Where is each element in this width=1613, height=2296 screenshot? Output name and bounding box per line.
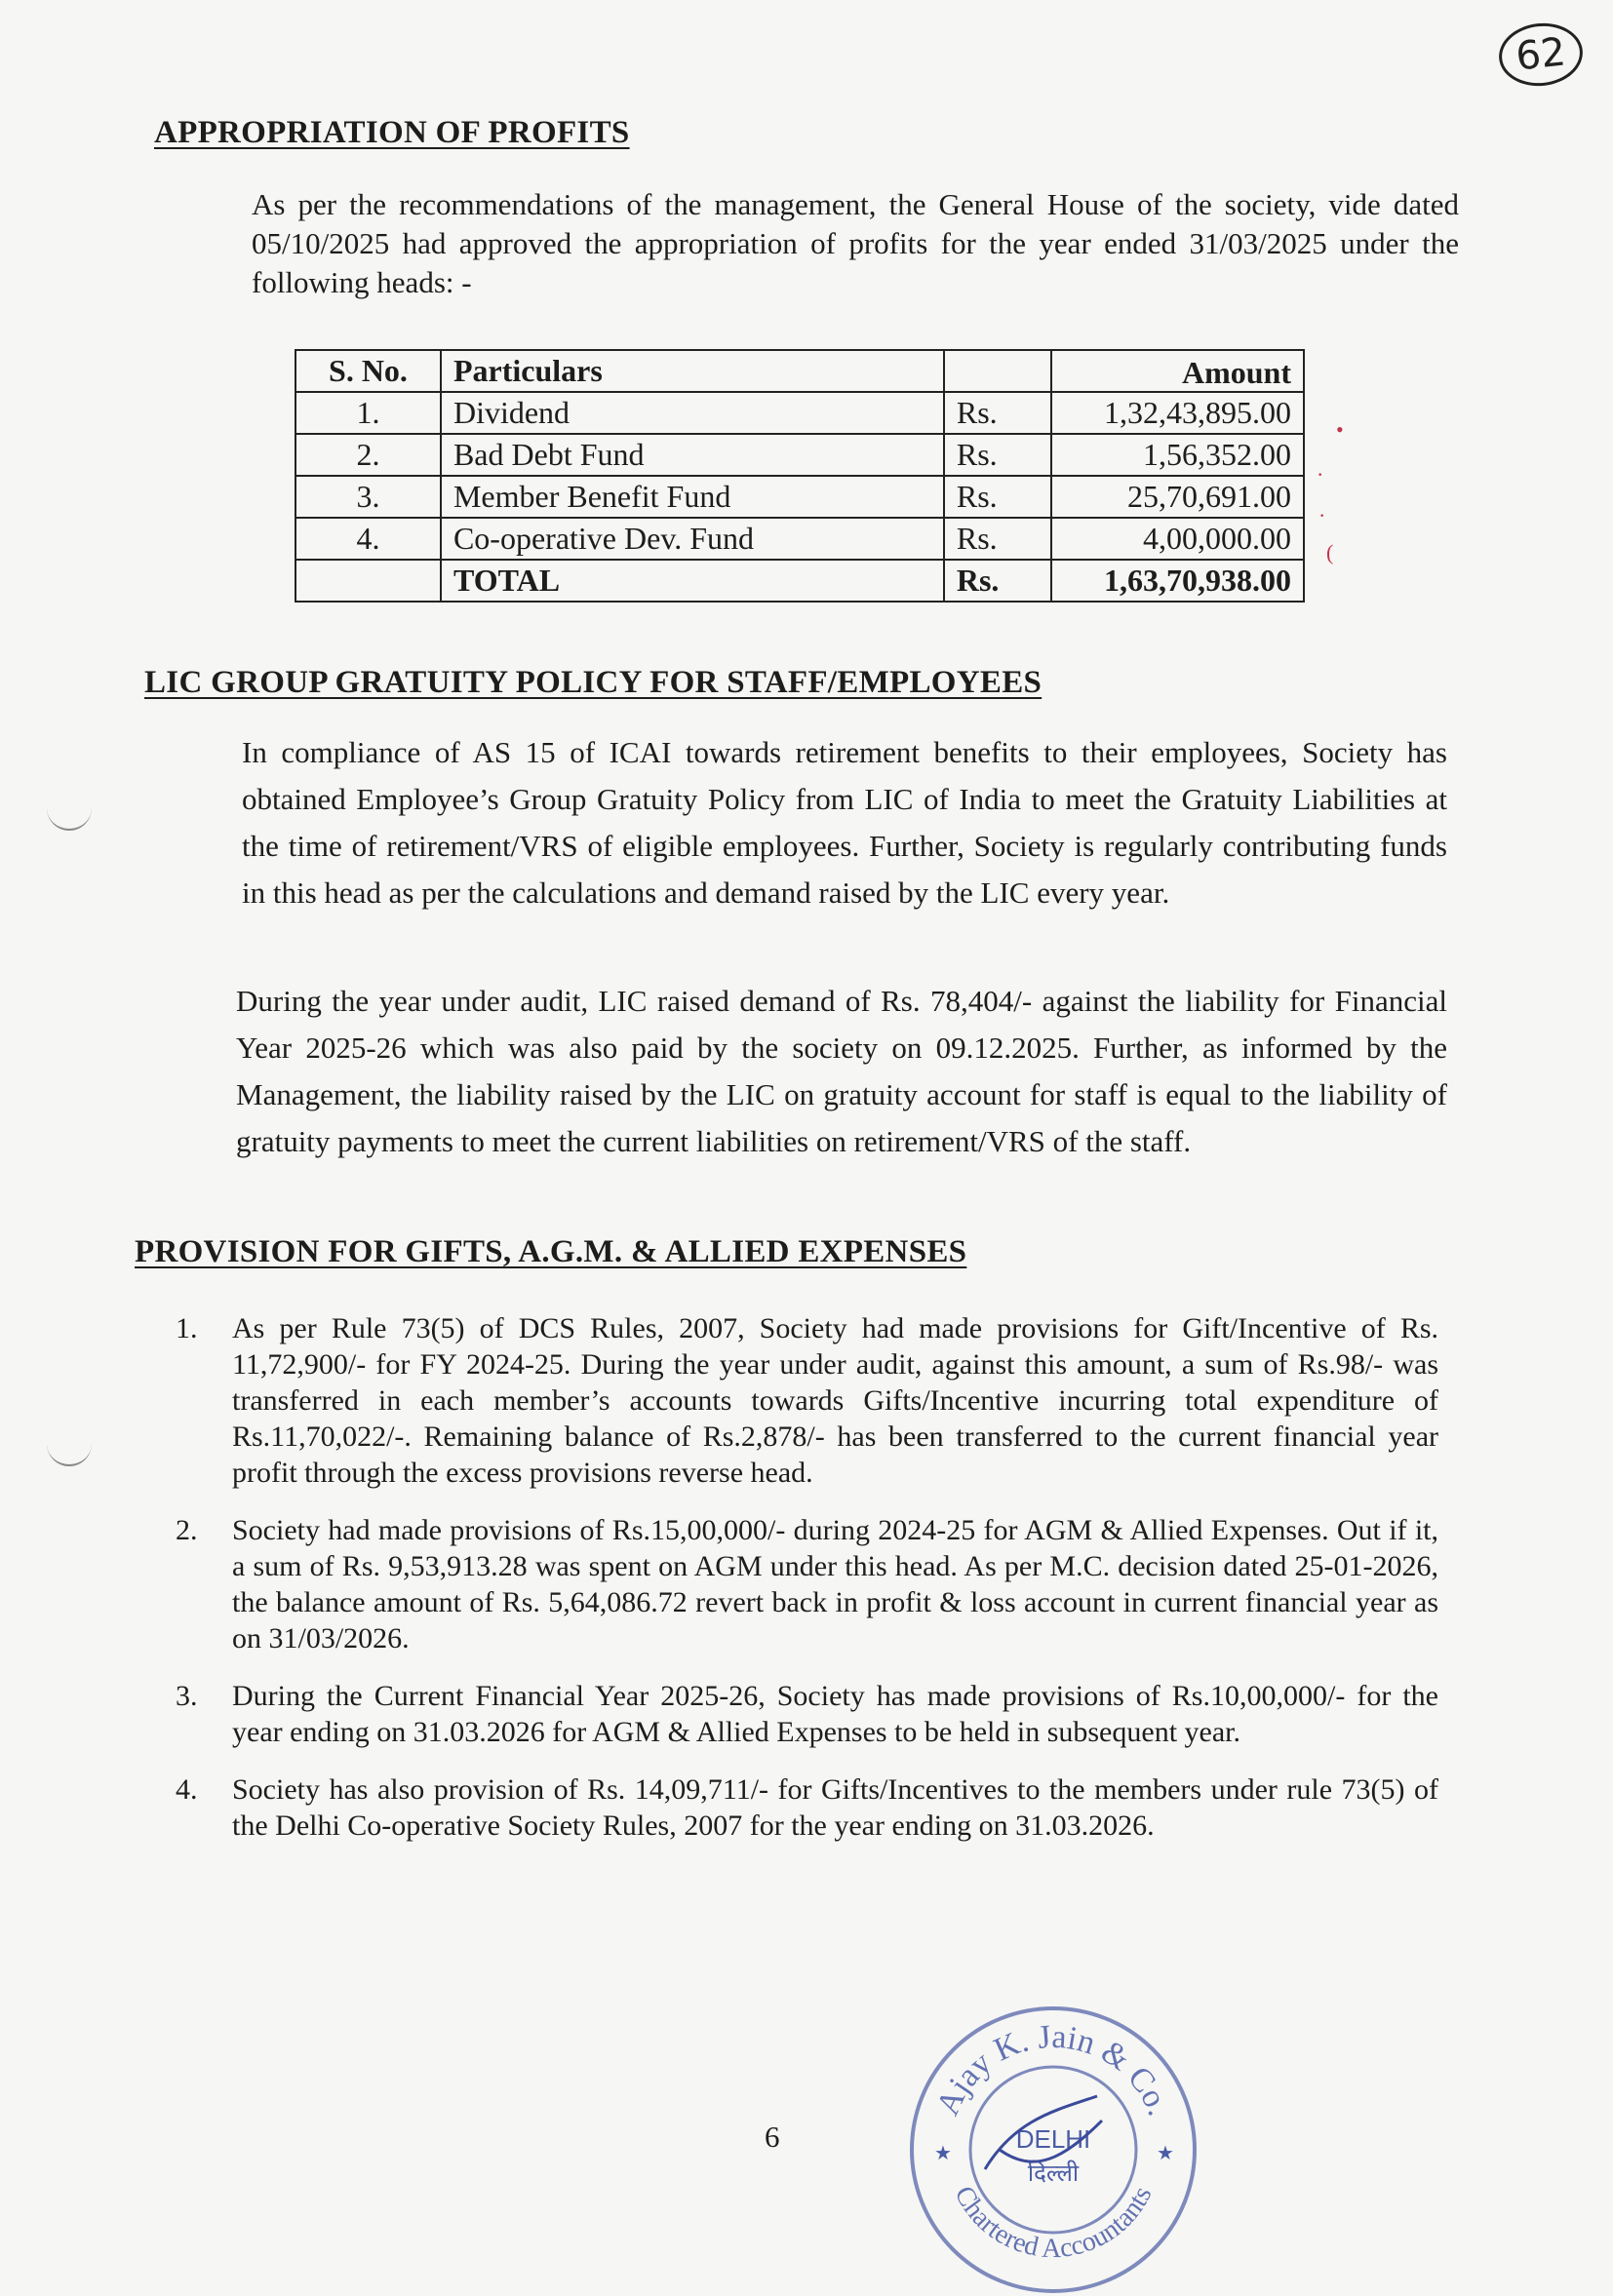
- total-label: TOTAL: [441, 560, 944, 602]
- table-total-row: [295, 560, 1304, 602]
- list-item: [176, 1678, 1438, 1750]
- page-number: 6: [765, 2120, 780, 2154]
- list-item-number: 1.: [176, 1312, 198, 1344]
- stamp-city: DELHI: [1015, 2124, 1091, 2154]
- stamp-star-icon: ★: [1157, 2143, 1174, 2164]
- punch-hole: [47, 1443, 92, 1466]
- red-tick-mark: •: [1336, 417, 1344, 442]
- row-sno: 1.: [295, 392, 441, 434]
- header-amount: Amount: [1051, 350, 1304, 392]
- list-item: [176, 1771, 1438, 1844]
- row-sno: 3.: [295, 476, 441, 518]
- row-currency: Rs.: [944, 434, 1052, 476]
- stamp-firm: Ajay K. Jain & Co.: [929, 2018, 1177, 2121]
- table-header-row: [295, 350, 1304, 392]
- row-currency: Rs.: [944, 518, 1052, 560]
- appropriation-intro: As per the recommendations of the management, the General House of the society, vide dated 05/10/2025 had approved the appropriation of profits for the year ended 31/03/2025 under the following heads: -: [252, 187, 1459, 299]
- row-particular: Bad Debt Fund: [441, 434, 944, 476]
- red-tick-mark: (: [1326, 540, 1334, 564]
- list-item-text: As per Rule 73(5) of DCS Rules, 2007, Society had made provisions for Gift/Incentive of Rs. 11,72,900/- for FY 2024-25. During the year under audit, against this amount, a sum of Rs.98/- was transferred in each member’s accounts towards Gifts/Incentive incurring total expenditure of Rs.11,70,022/-. Remaining balance of Rs.2,878/- has been transferred to the current financial year profit through the excess provisions reverse head.: [232, 1312, 1438, 1489]
- auditor-stamp: [907, 2004, 1200, 2296]
- lic-paragraph-2: During the year under audit, LIC raised demand of Rs. 78,404/- against the liability for Financial Year 2025-26 which was also paid by the society on 09.12.2025. Further, as informed by the Management, the liability raised by the LIC on gratuity account for staff is equal to the liability of gratuity payments to meet the current liabilities on retirement/VRS of the staff.: [236, 984, 1447, 1158]
- stamp-star-icon: ★: [934, 2143, 952, 2164]
- row-amount: 1,56,352.00: [1051, 434, 1304, 476]
- lic-heading: LIC GROUP GRATUITY POLICY FOR STAFF/EMPLOYEES: [144, 665, 1043, 700]
- row-particular: Dividend: [441, 392, 944, 434]
- list-item-number: 3.: [176, 1680, 198, 1712]
- row-amount: 4,00,000.00: [1051, 518, 1304, 560]
- list-item: [176, 1310, 1438, 1491]
- list-item-text: During the Current Financial Year 2025-26, Society has made provisions of Rs.10,00,000/- for the year ending on 31.03.2026 for AGM & Allied Expenses to be held in subsequent year.: [232, 1680, 1438, 1748]
- row-amount: 25,70,691.00: [1051, 476, 1304, 518]
- header-particulars: Particulars: [441, 350, 944, 392]
- stamp-subtitle: Chartered Accountants: [948, 2181, 1159, 2265]
- red-tick-mark: ·: [1317, 462, 1324, 486]
- svg-text:Chartered Accountants: [948, 2181, 1158, 2264]
- lic-paragraph-1: In compliance of AS 15 of ICAI towards retirement benefits to their employees, Society has obtained Employee’s Group Gratuity Policy from LIC of India to meet the Gratuity Liabilities at the time of retirement/VRS of eligible employees. Further, Society is regularly contributing funds in this head as per the calculations and demand raised by the LIC every year.: [242, 735, 1447, 910]
- list-item-number: 2.: [176, 1514, 198, 1546]
- total-empty-cell: [295, 560, 441, 602]
- row-sno: 2.: [295, 434, 441, 476]
- provision-heading: PROVISION FOR GIFTS, A.G.M. & ALLIED EXPENSES: [135, 1234, 967, 1269]
- total-amount: 1,63,70,938.00: [1051, 560, 1304, 602]
- row-particular: Co-operative Dev. Fund: [441, 518, 944, 560]
- row-currency: Rs.: [944, 392, 1052, 434]
- total-currency: Rs.: [944, 560, 1052, 602]
- header-sno: S. No.: [295, 350, 441, 392]
- appropriation-table: [295, 349, 1305, 603]
- stamp-city-hindi: दिल्ली: [1027, 2160, 1080, 2187]
- list-item-text: Society has also provision of Rs. 14,09,711/- for Gifts/Incentives to the members under rule 73(5) of the Delhi Co-operative Society Rules, 2007 for the year ending on 31.03.2026.: [232, 1773, 1438, 1842]
- red-tick-mark: ·: [1318, 503, 1326, 527]
- punch-hole: [47, 807, 92, 831]
- table-row: [295, 434, 1304, 476]
- row-amount: 1,32,43,895.00: [1051, 392, 1304, 434]
- provision-list: [176, 1310, 1438, 1865]
- row-particular: Member Benefit Fund: [441, 476, 944, 518]
- header-currency: [944, 350, 1052, 392]
- row-currency: Rs.: [944, 476, 1052, 518]
- list-item: [176, 1512, 1438, 1656]
- handwritten-page-mark: 62: [1496, 19, 1586, 91]
- table-row: [295, 392, 1304, 434]
- appropriation-heading: APPROPRIATION OF PROFITS: [154, 115, 630, 150]
- list-item-text: Society had made provisions of Rs.15,00,000/- during 2024-25 for AGM & Allied Expenses. Out if it, a sum of Rs. 9,53,913.28 was spent on AGM under this head. As per M.C. decision dated 25-01-2026, the balance amount of Rs. 5,64,086.72 revert back in profit & loss account in current financial year as on 31/03/2026.: [232, 1514, 1438, 1654]
- table-row: [295, 518, 1304, 560]
- row-sno: 4.: [295, 518, 441, 560]
- svg-text:Ajay K. Jain & Co.: [929, 2019, 1177, 2121]
- table-row: [295, 476, 1304, 518]
- list-item-number: 4.: [176, 1773, 198, 1806]
